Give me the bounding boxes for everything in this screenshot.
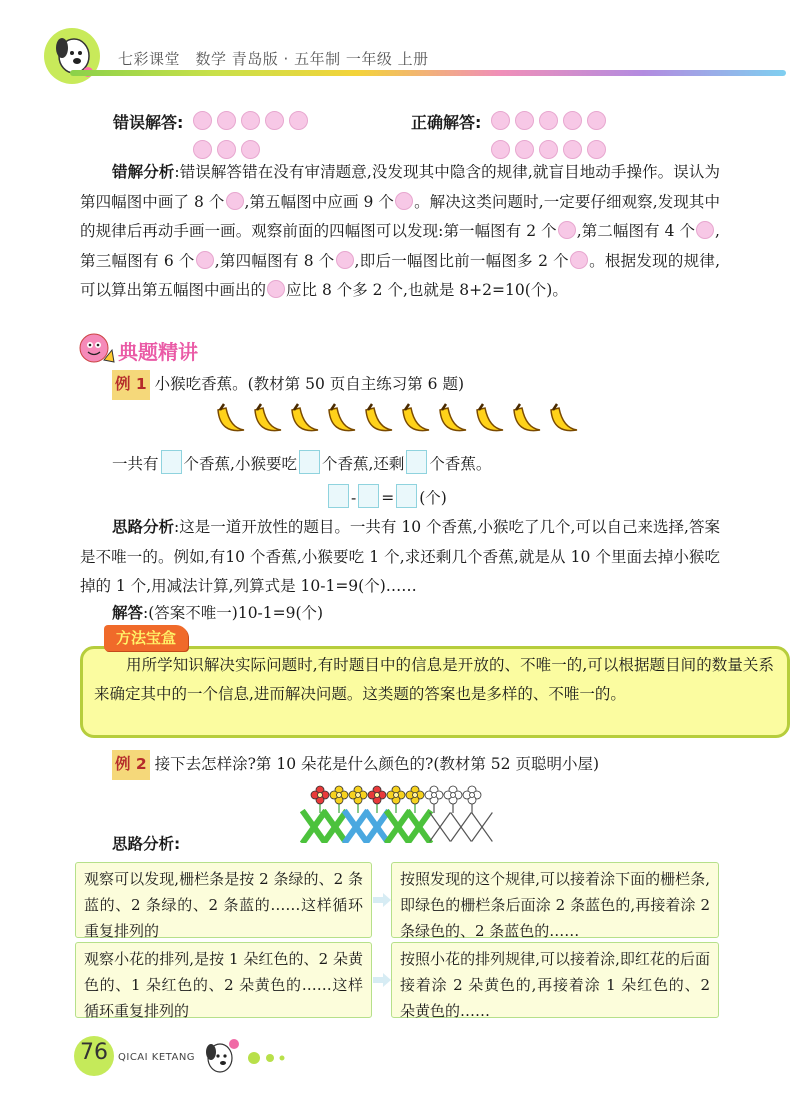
error-analysis-label: 错解分析 <box>112 163 175 181</box>
banana-icon <box>551 404 577 431</box>
circle-icon <box>193 140 212 159</box>
banana-icon <box>403 404 429 431</box>
analysis-box-fence-observation: 观察可以发现,栅栏条是按 2 条绿的、2 条蓝的、2 条绿的、2 条蓝的……这样循环重复排列的 <box>75 862 372 938</box>
example2-analysis-label: 思路分析: <box>112 835 181 853</box>
sentence-text: 个香蕉,还剩 <box>321 455 405 473</box>
flower-fence-illustration <box>300 783 500 843</box>
flower-icon <box>463 786 481 813</box>
banana-icon <box>255 404 281 431</box>
banana-icon <box>514 404 540 431</box>
wrong-answer-label: 错误解答: <box>113 113 184 132</box>
circle-icon <box>226 192 244 210</box>
page-number: 76 <box>80 1040 108 1065</box>
bananas-illustration <box>210 398 590 438</box>
circle-icon <box>395 192 413 210</box>
arrow-right-icon <box>373 893 391 907</box>
circle-icon <box>587 111 606 130</box>
banana-icon <box>218 404 244 431</box>
example1-question <box>112 370 732 400</box>
flower-icon <box>406 786 424 813</box>
circle-icon <box>491 140 510 159</box>
fence-slat <box>451 813 471 841</box>
analysis-text: ,第二幅图有 4 个 <box>576 222 696 240</box>
example-tag: 例 2 <box>112 750 150 780</box>
example1-answer <box>112 599 712 629</box>
circle-icon <box>491 111 510 130</box>
example1-analysis <box>80 513 720 602</box>
answer-box[interactable] <box>406 450 427 474</box>
circle-icon <box>563 111 582 130</box>
example2-question <box>112 750 752 780</box>
flower-icon <box>425 786 443 813</box>
circle-icon <box>563 140 582 159</box>
method-box-text: 用所学知识解决实际问题时,有时题目中的信息是开放的、不唯一的,可以根据题目间的数量关系来确定其中的一个信息,进而解决问题。这类题的答案也是多样的、不唯一的。 <box>94 656 774 703</box>
analysis-box-fence-continue: 按照发现的这个规律,可以接着涂下面的栅栏条,即绿色的栅栏条后面涂 2 条蓝色的,再接着涂 2 条绿色的、2 条蓝色的…… <box>391 862 719 938</box>
fence-slat <box>430 813 450 841</box>
circle-icon <box>241 140 260 159</box>
banana-icon <box>366 404 392 431</box>
circle-icon <box>539 140 558 159</box>
right-answer-label: 正确解答: <box>411 113 482 132</box>
example1-equation <box>326 484 546 514</box>
right-answer-dots <box>490 111 604 159</box>
flower-icon <box>368 786 386 813</box>
answer-box[interactable] <box>328 484 349 508</box>
brand-name: QICAI KETANG <box>118 1052 196 1063</box>
dog-mascot-icon <box>42 26 102 86</box>
error-analysis-paragraph <box>80 158 720 306</box>
circle-icon <box>696 221 714 239</box>
circle-icon <box>515 140 534 159</box>
circle-icon <box>558 221 576 239</box>
sentence-text: 个香蕉,小猴要吃 <box>183 455 297 473</box>
banana-icon <box>292 404 318 431</box>
flower-icon <box>311 786 329 813</box>
cartoon-character-icon <box>76 330 116 364</box>
analysis-text: 。解决这类问题时,一定要仔细观察,发现其中的规律后再动手画一画。观察前面的四幅图可以发现:第一幅图有 2 个 <box>80 192 720 240</box>
analysis-text: 。根据发现的规律,可以算出第五幅图中画出的 <box>80 251 721 299</box>
analysis-text: ,第五幅图中应画 9 个 <box>244 192 394 211</box>
answer-box[interactable] <box>299 450 320 474</box>
analysis-text: ,第四幅图有 8 个 <box>214 251 335 270</box>
question-text: 小猴吃香蕉。(教材第 50 页自主练习第 6 题) <box>154 375 465 393</box>
analysis-text: :错误解答错在没有审清题意,没发现其中隐含的规律,就盲目地动手操作。误认为第四幅图中画了 8 个 <box>80 163 720 211</box>
sentence-text: 一共有 <box>112 455 159 473</box>
answer-text: :(答案不唯一)10-1=9(个) <box>143 604 324 622</box>
sentence-text: 个香蕉。 <box>429 455 492 473</box>
answer-label: 解答 <box>112 604 144 622</box>
wrong-answer-dots <box>192 111 306 159</box>
answer-box[interactable] <box>161 450 182 474</box>
minus-sign: - <box>351 489 357 507</box>
analysis-text: ,即后一幅图比前一幅图多 2 个 <box>354 251 569 270</box>
circle-icon <box>515 111 534 130</box>
flower-icon <box>330 786 348 813</box>
analysis-box-flower-continue: 按照小花的排列规律,可以接着涂,即红花的后面接着涂 2 朵黄色的,再接着涂 1 朵红色的、2 朵黄色的…… <box>391 942 719 1018</box>
equals-sign: = <box>381 489 395 507</box>
circle-icon <box>217 111 236 130</box>
banana-icon <box>440 404 466 431</box>
flower-icon <box>349 786 367 813</box>
example1-fill-sentence <box>112 450 712 480</box>
banana-icon <box>329 404 355 431</box>
footer-mascot-icon <box>196 1036 296 1076</box>
analysis-text: :这是一道开放性的题目。一共有 10 个香蕉,小猴吃了几个,可以自己来选择,答案是不唯一的。例如,有10 个香蕉,小猴要吃 1 个,求还剩几个香蕉,就是从 10 个里面去掉小猴吃掉的 1 个,用减法计算,列算式是 10-1=9(个)…… <box>80 518 720 595</box>
fence-slat <box>325 813 345 841</box>
fence-slat <box>346 813 366 841</box>
section-heading: 典题精讲 <box>118 340 198 364</box>
circle-icon <box>193 111 212 130</box>
circle-icon <box>267 280 285 298</box>
fence-slat <box>388 813 408 841</box>
arrow-right-icon <box>373 973 391 987</box>
fence-slat <box>409 813 429 841</box>
book-title: 七彩课堂 数学 青岛版 · 五年制 一年级 上册 <box>118 50 429 68</box>
example-tag: 例 1 <box>112 370 150 400</box>
analysis-box-flower-observation: 观察小花的排列,是按 1 朵红色的、2 朵黄色的、1 朵红色的、2 朵黄色的……这样循环重复排列的 <box>75 942 372 1018</box>
question-text: 接下去怎样涂?第 10 朵花是什么颜色的?(教材第 52 页聪明小屋) <box>154 755 599 773</box>
banana-icon <box>477 404 503 431</box>
analysis-label: 思路分析 <box>112 518 175 536</box>
analysis-text: ,第三幅图有 6 个 <box>80 222 720 270</box>
unit-text: (个) <box>419 489 447 507</box>
circle-icon <box>241 111 260 130</box>
fence-slat <box>472 813 492 841</box>
circle-icon <box>217 140 236 159</box>
header-rainbow-bar <box>70 70 786 76</box>
flower-icon <box>444 786 462 813</box>
fence-slat <box>367 813 387 841</box>
circle-icon <box>265 111 284 130</box>
flower-icon <box>387 786 405 813</box>
analysis-text: 应比 8 个多 2 个,也就是 8+2=10(个)。 <box>286 281 568 299</box>
answer-box[interactable] <box>358 484 379 508</box>
circle-icon <box>587 140 606 159</box>
answer-box[interactable] <box>396 484 417 508</box>
circle-icon <box>289 111 308 130</box>
circle-icon <box>196 251 214 269</box>
circle-icon <box>336 251 354 269</box>
circle-icon <box>539 111 558 130</box>
circle-icon <box>570 251 588 269</box>
method-box-tab: 方法宝盒 <box>104 625 188 651</box>
